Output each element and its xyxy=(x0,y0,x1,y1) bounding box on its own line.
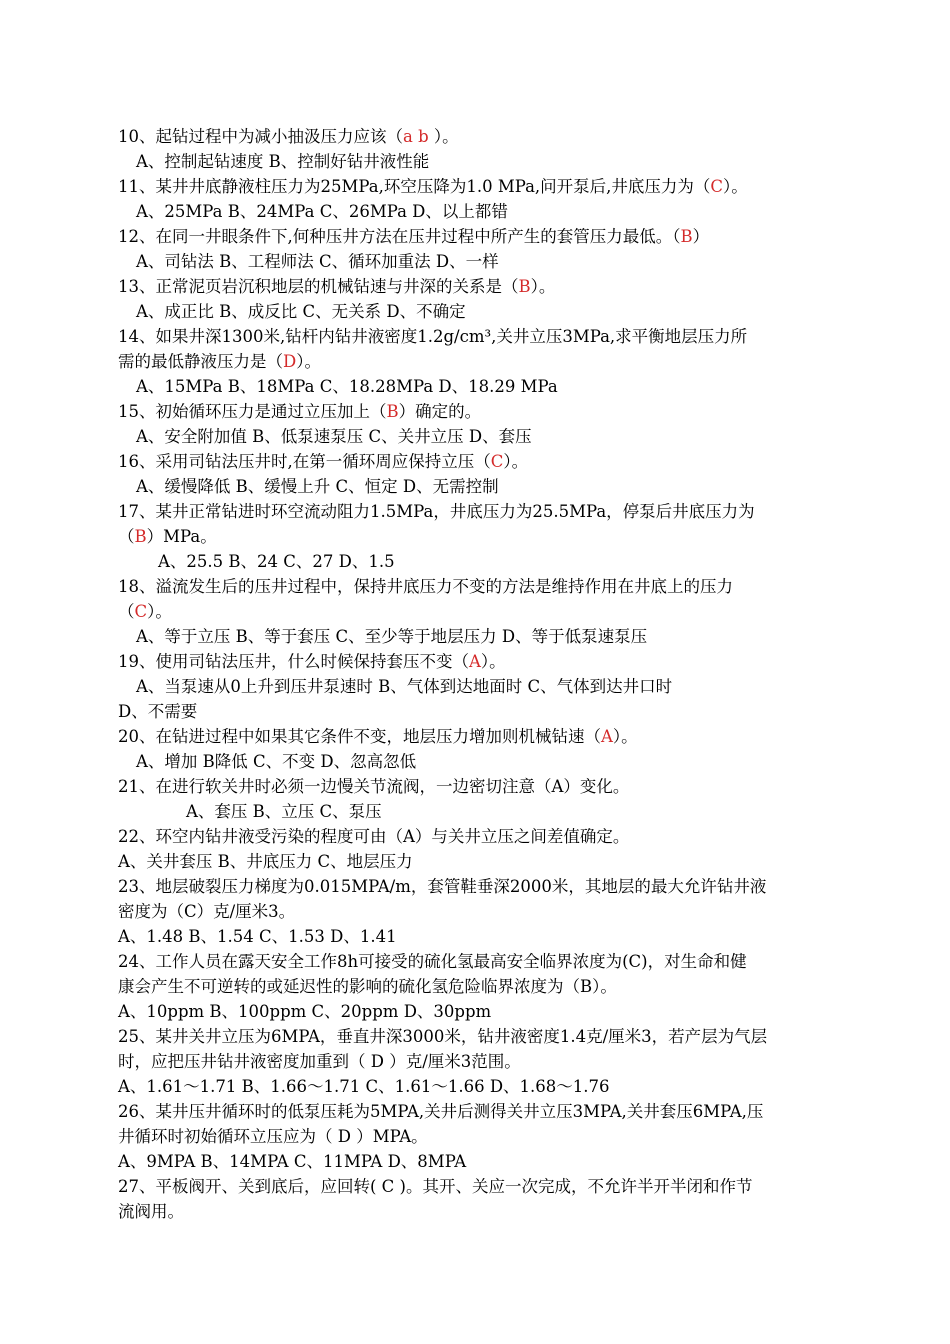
question-24-cont: 康会产生不可逆转的或延迟性的影响的硫化氢危险临界浓度为（B）。 xyxy=(118,977,617,996)
answer: B xyxy=(134,527,147,546)
question-16: 16、采用司钻法压井时,在第一循环周应保持立压（C）。 xyxy=(118,452,529,471)
question-18-cont: （C）。 xyxy=(118,602,172,621)
options: A、1.61～1.71 B、1.66～1.71 C、1.61～1.66 D、1.68～1.76 xyxy=(118,1077,610,1096)
answer: A xyxy=(601,727,613,746)
question-12: 12、在同一井眼条件下,何种压井方法在压井过程中所产生的套管压力最低。（B） xyxy=(118,227,710,246)
options: A、1.48 B、1.54 C、1.53 D、1.41 xyxy=(118,927,397,946)
options: A、25.5 B、24 C、27 D、1.5 xyxy=(158,552,395,571)
question-20: 20、在钻进过程中如果其它条件不变，地层压力增加则机械钻速（A）。 xyxy=(118,727,638,746)
question-27: 27、平板阀开、关到底后，应回转( C )。其开、关应一次完成，不允许半开半闭和作节 xyxy=(118,1177,753,1196)
question-10: 10、起钻过程中为减小抽汲压力应该（a b ）。 xyxy=(118,127,459,146)
answer: C xyxy=(490,452,504,471)
options: A、成正比 B、成反比 C、无关系 D、不确定 xyxy=(136,302,466,321)
question-19: 19、使用司钻法压井，什么时候保持套压不变（A）。 xyxy=(118,652,506,671)
answer: D xyxy=(283,352,297,371)
question-26-cont: 井循环时初始循环立压应为（ D ）MPA。 xyxy=(118,1127,428,1146)
options: A、司钻法 B、工程师法 C、循环加重法 D、一样 xyxy=(136,252,499,271)
question-26: 26、某井压井循环时的低泵压耗为5MPA,关井后测得关井立压3MPA,关井套压6MPA,压 xyxy=(118,1102,764,1121)
question-23-cont: 密度为（C）克/厘米3。 xyxy=(118,902,296,921)
question-13: 13、正常泥页岩沉积地层的机械钻速与井深的关系是（B）。 xyxy=(118,277,556,296)
options: A、15MPa B、18MPa C、18.28MPa D、18.29 MPa xyxy=(136,377,558,396)
question-22: 22、环空内钻井液受污染的程度可由（A）与关井立压之间差值确定。 xyxy=(118,827,630,846)
options: A、9MPA B、14MPA C、11MPA D、8MPA xyxy=(118,1152,467,1171)
question-15: 15、初始循环压力是通过立压加上（B）确定的。 xyxy=(118,402,482,421)
options: A、当泵速从0上升到压井泵速时 B、气体到达地面时 C、气体到达井口时 xyxy=(136,677,673,696)
options: A、10ppm B、100ppm C、20ppm D、30ppm xyxy=(118,1002,492,1021)
question-23: 23、地层破裂压力梯度为0.015MPA/m，套管鞋垂深2000米，其地层的最大允许钻井液 xyxy=(118,877,767,896)
options: A、增加 B降低 C、不变 D、忽高忽低 xyxy=(136,752,417,771)
options: A、控制起钻速度 B、控制好钻井液性能 xyxy=(136,152,430,171)
question-27-cont: 流阀用。 xyxy=(118,1202,184,1221)
answer: B xyxy=(386,402,399,421)
answer: C xyxy=(710,177,724,196)
options-cont: D、不需要 xyxy=(118,702,198,721)
options: A、关井套压 B、井底压力 C、地层压力 xyxy=(118,852,413,871)
answer: A xyxy=(469,652,481,671)
answer: B xyxy=(518,277,531,296)
question-21: 21、在进行软关井时必须一边慢关节流阀，一边密切注意（A）变化。 xyxy=(118,777,630,796)
question-18: 18、溢流发生后的压井过程中，保持井底压力不变的方法是维持作用在井底上的压力 xyxy=(118,577,733,596)
question-17-cont: （B）MPa。 xyxy=(118,527,217,546)
question-25-cont: 时，应把压井钻井液密度加重到（ D ）克/厘米3范围。 xyxy=(118,1052,521,1071)
question-25: 25、某井关井立压为6MPA，垂直井深3000米，钻井液密度1.4克/厘米3，若产层为气层 xyxy=(118,1027,768,1046)
options: A、安全附加值 B、低泵速泵压 C、关井立压 D、套压 xyxy=(136,427,532,446)
question-11: 11、某井井底静液柱压力为25MPa,环空压降为1.0 MPa,问开泵后,井底压力为（C）。 xyxy=(118,177,748,196)
question-14-cont: 需的最低静液压力是（D）。 xyxy=(118,352,321,371)
options: A、等于立压 B、等于套压 C、至少等于地层压力 D、等于低泵速泵压 xyxy=(136,627,648,646)
question-24: 24、工作人员在露天安全工作8h可接受的硫化氢最高安全临界浓度为(C)，对生命和健 xyxy=(118,952,747,971)
question-14: 14、如果井深1300米,钻杆内钻井液密度1.2g/cm³,关井立压3MPa,求平衡地层压力所 xyxy=(118,327,748,346)
question-17: 17、某井正常钻进时环空流动阻力1.5MPa，井底压力为25.5MPa，停泵后井底压力为 xyxy=(118,502,755,521)
options: A、25MPa B、24MPa C、26MPa D、以上都错 xyxy=(136,202,508,221)
answer: B xyxy=(680,227,693,246)
options: A、缓慢降低 B、缓慢上升 C、恒定 D、无需控制 xyxy=(136,477,499,496)
options: A、套压 B、立压 C、泵压 xyxy=(186,802,382,821)
answer: a b xyxy=(403,127,429,146)
answer: C xyxy=(134,602,148,621)
